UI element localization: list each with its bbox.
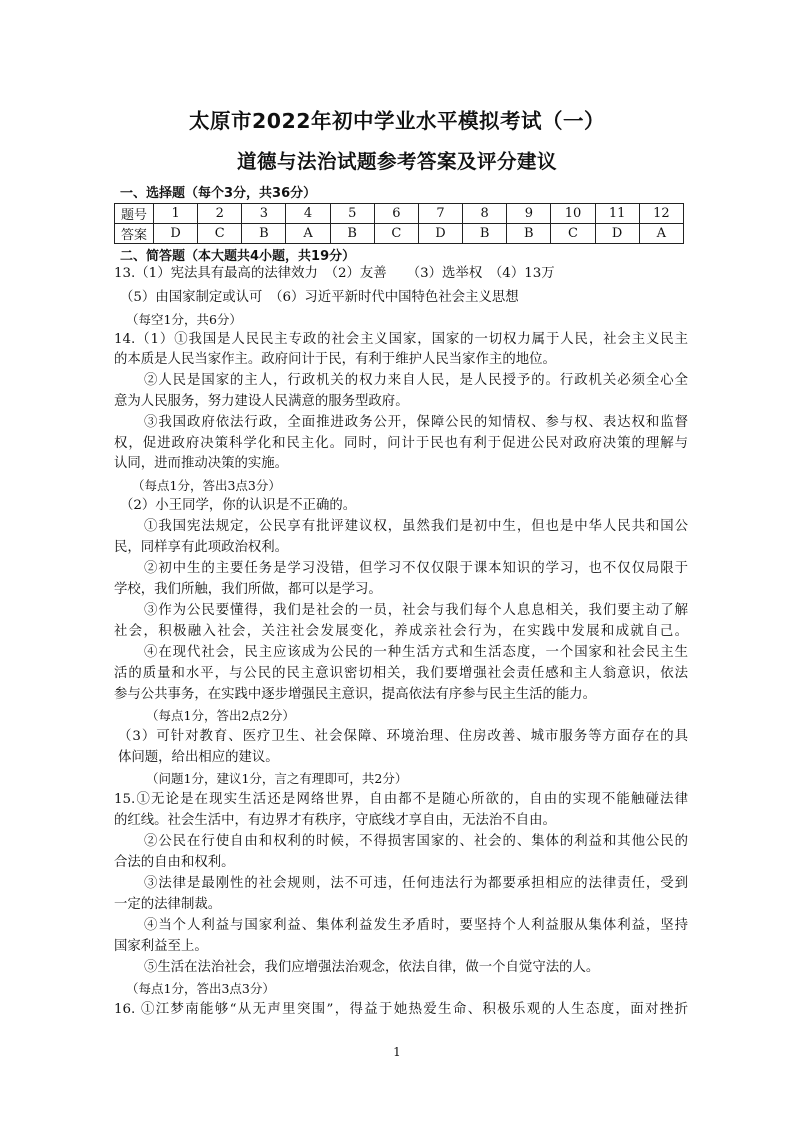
question-number-cell: 2 [198,204,242,224]
answer-line: ②公民在行使自由和权利的时候，不得损害国家的、社会的、集体的利益和其他公民的 [144,834,688,849]
question-number-cell: 9 [507,204,551,224]
question-number-cell: 5 [330,204,374,224]
answer-line: 民，同样享有此项政治权利。 [114,540,289,555]
answer-line: 体问题，给出相应的建议。 [118,750,279,765]
question-number-cell: 11 [595,204,639,224]
answer-line: 一定的法律制裁。 [114,897,222,912]
answer-line: 权，促进政府决策科学化和民主化。同时，问计于民也有利于促进公民对政府决策的理解与 [114,436,688,451]
table-row-answers [115,224,684,244]
answer-line: ④当个人利益与国家利益、集体利益发生矛盾时，要坚持个人利益服从集体利益，坚持 [144,918,688,933]
answer-line: ⑤生活在法治社会，我们应增强法治观念，依法自律，做一个自觉守法的人。 [144,960,600,975]
answer-line: 15.①无论是在现实生活还是网络世界，自由都不是随心所欲的，自由的实现不能触碰法律 [114,792,688,807]
scoring-note: （每点1分，答出2点2分） [146,708,295,723]
answer-line: ③法律是最刚性的社会规则，法不可违，任何违法行为都要承担相应的法律责任，受到 [144,876,688,891]
answer-cell: D [418,224,462,244]
answer-line: 活的质量和水平，与公民的民主意识密切相关，我们要增强社会责任感和主人翁意识，依法 [114,666,688,681]
answer-line: ③作为公民要懂得，我们是社会的一员，社会与我们每个人息息相关，我们要主动了解 [144,603,688,618]
answer-line: 意为人民服务，努力建设人民满意的服务型政府。 [114,394,409,409]
table-row-numbers [115,204,684,224]
answer-cell: C [374,224,418,244]
answer-line: ③我国政府依法行政，全面推进政务公开，保障公民的知情权、参与权、表达权和监督 [144,415,688,430]
answer-line: （2）小王同学，你的认识是不正确的。 [120,498,357,513]
answer-cell: B [507,224,551,244]
section1-heading: 一、选择题（每个3分，共36分） [120,186,317,201]
answer-line: ②初中生的主要任务是学习没错，但学习不仅仅限于课本知识的学习，也不仅仅局限于 [144,561,688,576]
answer-line: ①我国宪法规定，公民享有批评建议权，虽然我们是初中生，但也是中华人民共和国公 [144,519,688,534]
answer-line: ④在现代社会，民主应该成为公民的一种生活方式和生活态度，一个国家和社会民主生 [144,645,688,660]
answer-cell: C [198,224,242,244]
answer-line: 的本质是人民当家作主。政府问计于民，有利于维护人民当家作主的地位。 [114,352,556,367]
document-title: 太原市2022年初中学业水平模拟考试（一） [188,109,606,133]
answer-cell: C [551,224,595,244]
scoring-note: （每空1分，共6分） [126,312,242,327]
answer-cell: A [639,224,683,244]
answer-line: 认同，进而推动决策的实施。 [114,456,289,471]
answer-cell: D [154,224,198,244]
page-number: 1 [393,1045,401,1059]
answer-cell: B [463,224,507,244]
section2-heading: 二、简答题（本大题共4小题，共19分） [120,249,356,264]
scoring-note: （问题1分，建议1分，言之有理即可，共2分） [146,771,408,786]
question-number-cell: 8 [463,204,507,224]
answer-line: 16. ①江梦南能够“从无声里突围”，得益于她热爱生命、积极乐观的人生态度，面对挫折 [114,1002,688,1017]
answer-cell: A [286,224,330,244]
answer-line: ②人民是国家的主人，行政机关的权力来自人民，是人民授予的。行政机关必须全心全 [144,373,688,388]
question-number-cell: 6 [374,204,418,224]
answer-table [114,203,684,244]
answer-line: 合法的自由和权利。 [114,855,235,870]
question-number-cell: 1 [154,204,198,224]
question-number-cell: 10 [551,204,595,224]
question-number-cell: 4 [286,204,330,224]
answer-line: 参与公共事务，在实践中逐步增强民主意识，提高依法有序参与民主生活的能力。 [114,687,597,702]
answer-line: （3）可针对教育、医疗卫生、社会保障、环境治理、住房改善、城市服务等方面存在的具 [118,729,688,744]
question-number-cell: 3 [242,204,286,224]
answer-line: 的红线。社会生活中，有边界才有秩序，守底线才享自由，无法治不自由。 [114,813,556,828]
answer-cell: D [595,224,639,244]
answer-line: 国家利益至上。 [114,939,208,954]
question-number-cell: 12 [639,204,683,224]
table-header-cell: 答案 [115,224,154,244]
answer-line: 学校，我们所触，我们所做，都可以是学习。 [114,582,382,597]
scoring-note: （每点1分，答出3点3分） [132,478,281,493]
question-number-cell: 7 [418,204,462,224]
scoring-note: （每点1分，答出3点3分） [126,981,275,996]
table-header-cell: 题号 [115,204,154,224]
answer-line: 社会，积极融入社会，关注社会发展变化，养成亲社会行为，在实践中发展和成就自己。 [114,624,688,639]
answer-line: 13.（1）宪法具有最高的法律效力 （2）友善 （3）选举权 （4）13万 [114,266,555,281]
document-subtitle: 道德与法治试题参考答案及评分建议 [236,150,557,173]
answer-cell: B [330,224,374,244]
answer-cell: B [242,224,286,244]
answer-line: （5）由国家制定或认可 （6）习近平新时代中国特色社会主义思想 [120,290,519,305]
answer-line: 14.（1）①我国是人民民主专政的社会主义国家，国家的一切权力属于人民，社会主义民主 [114,332,688,347]
